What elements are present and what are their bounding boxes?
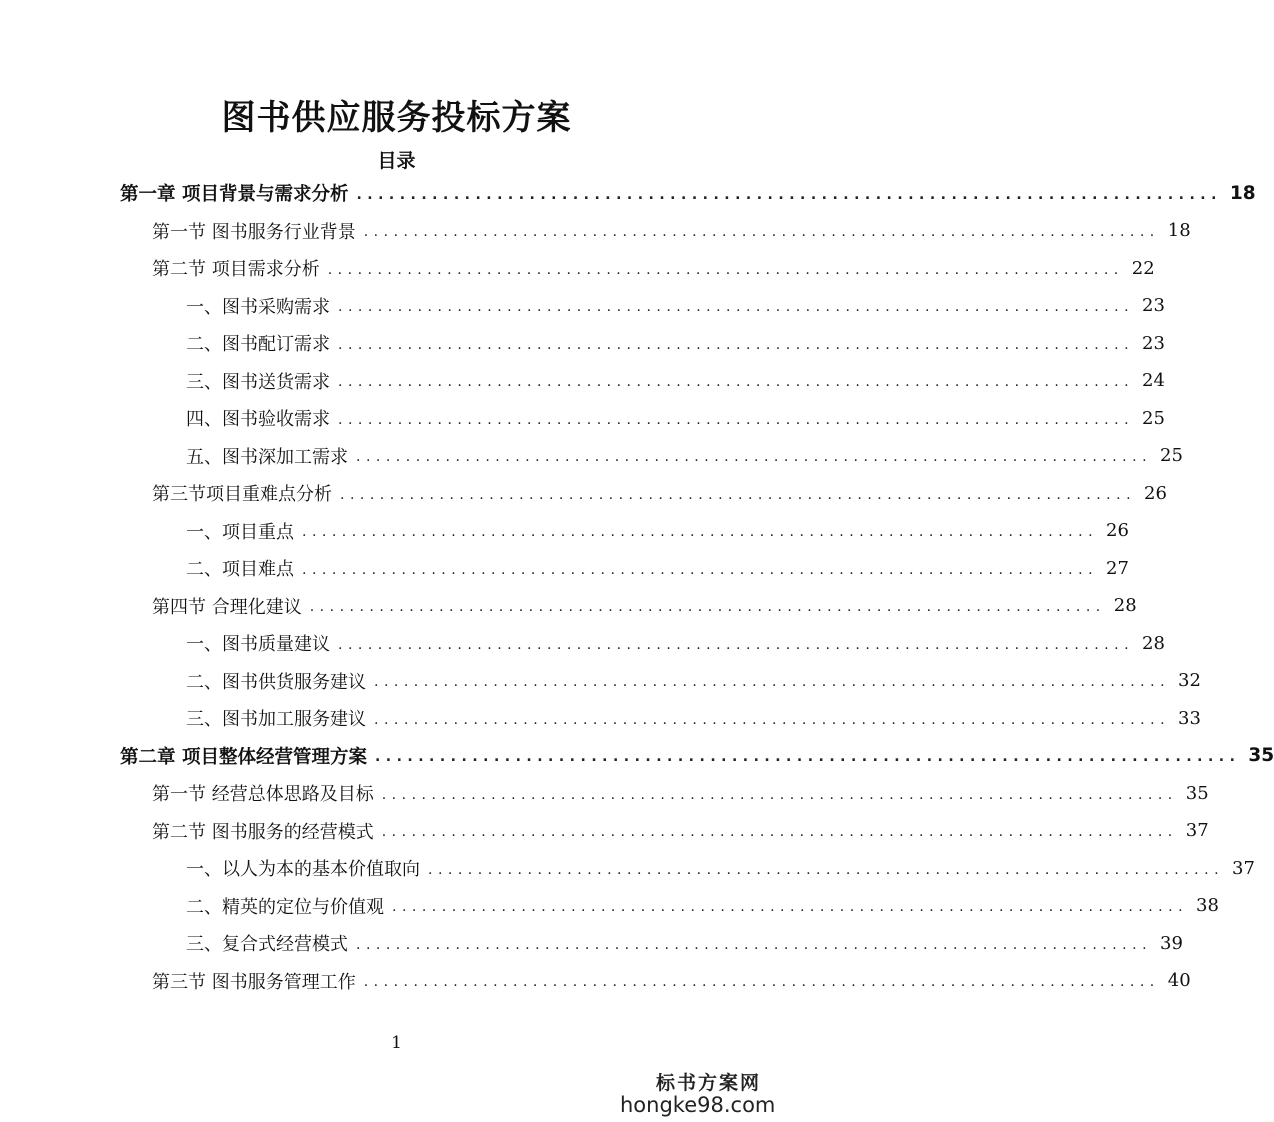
toc-entry[interactable]	[186, 550, 1129, 586]
toc-entry[interactable]	[152, 250, 1155, 286]
toc-entry-page: 24	[1142, 370, 1165, 391]
toc-entry-page: 25	[1160, 445, 1183, 466]
toc-entry-page: 33	[1178, 707, 1201, 729]
toc-entry-label: 第二节 项目需求分析	[152, 259, 320, 280]
toc-entry-label: 一、图书采购需求	[186, 296, 330, 318]
toc-entry-label: 一、项目重点	[186, 521, 294, 543]
toc-entry-page: 26	[1144, 482, 1167, 504]
toc-leader-dots: ................................................................................	[392, 899, 1189, 915]
page-number: 1	[391, 1033, 402, 1053]
toc-entry-label: 四、图书验收需求	[186, 409, 330, 430]
toc-entry[interactable]	[186, 925, 1183, 961]
toc-entry-page: 22	[1131, 257, 1155, 279]
toc-entry[interactable]	[120, 175, 1256, 211]
toc-entry-label: 二、精英的定位与价值观	[186, 896, 384, 918]
toc-entry[interactable]	[186, 700, 1201, 736]
toc-entry-page: 28	[1113, 595, 1137, 616]
toc-entry-page: 35	[1185, 782, 1209, 804]
toc-leader-dots: ................................................................................	[374, 674, 1171, 690]
toc-entry[interactable]	[152, 775, 1209, 811]
toc-leader-dots: ................................................................................	[327, 261, 1124, 278]
toc-entry[interactable]	[152, 813, 1209, 849]
toc-entry-page: 18	[1167, 220, 1191, 241]
toc-entry-label: 第二章 项目整体经营管理方案	[120, 746, 367, 768]
toc-entry-label: 二、项目难点	[186, 559, 294, 580]
toc-entry[interactable]	[186, 288, 1165, 324]
toc-entry-page: 26	[1106, 520, 1129, 541]
toc-leader-dots: ................................................................................	[338, 299, 1135, 315]
toc-leader-dots: ................................................................................	[338, 411, 1135, 428]
toc-entry[interactable]	[186, 513, 1129, 549]
toc-entry-page: 39	[1160, 932, 1183, 954]
toc-entry-label: 第一章 项目背景与需求分析	[120, 184, 349, 205]
watermark-text: 标书方案网	[656, 1072, 762, 1094]
toc-entry-label: 第二节 图书服务的经营模式	[152, 821, 374, 843]
toc-leader-dots: ................................................................................	[340, 486, 1137, 503]
toc-entry-label: 五、图书深加工需求	[186, 446, 348, 468]
toc-entry[interactable]	[186, 438, 1183, 474]
toc-entry-page: 37	[1232, 857, 1255, 879]
toc-entry-label: 第三节 图书服务管理工作	[152, 971, 356, 993]
toc-leader-dots: ................................................................................	[338, 636, 1135, 653]
toc-leader-dots: ................................................................................	[338, 374, 1135, 390]
toc-entry-page: 40	[1167, 970, 1191, 991]
toc-entry[interactable]	[186, 325, 1165, 361]
toc-entry-label: 第一节 图书服务行业背景	[152, 221, 356, 243]
toc-leader-dots: ................................................................................	[356, 186, 1222, 203]
toc-entry[interactable]	[186, 850, 1255, 886]
toc-entry[interactable]	[152, 963, 1191, 999]
toc-leader-dots: ................................................................................	[363, 974, 1160, 990]
toc-entry[interactable]	[120, 738, 1274, 774]
toc-entry-page: 38	[1196, 895, 1219, 916]
toc-entry-page: 25	[1142, 407, 1165, 429]
toc-entry-label: 三、图书送货需求	[186, 371, 330, 393]
toc-entry-page: 23	[1142, 295, 1165, 316]
toc-heading: 目录	[377, 150, 416, 172]
toc-leader-dots: ................................................................................	[363, 224, 1160, 240]
toc-entry-label: 三、图书加工服务建议	[186, 709, 366, 730]
toc-leader-dots: ................................................................................	[356, 936, 1153, 953]
toc-entry-page: 35	[1248, 745, 1274, 766]
toc-entry-label: 一、图书质量建议	[186, 634, 330, 655]
toc-entry-label: 三、复合式经营模式	[186, 934, 348, 955]
toc-entry[interactable]	[152, 588, 1137, 624]
toc-entry-page: 32	[1178, 670, 1201, 691]
toc-entry[interactable]	[152, 213, 1191, 249]
toc-leader-dots: ................................................................................	[302, 561, 1099, 578]
toc-entry[interactable]	[186, 363, 1165, 399]
toc-entry-page: 27	[1106, 557, 1129, 579]
toc-leader-dots: ................................................................................	[356, 449, 1153, 465]
toc-entry[interactable]	[186, 400, 1165, 436]
toc-entry[interactable]	[186, 888, 1219, 924]
toc-leader-dots: ................................................................................	[338, 336, 1135, 353]
toc-entry-label: 二、图书配订需求	[186, 334, 330, 355]
toc-entry-page: 37	[1185, 820, 1209, 841]
toc-leader-dots: ................................................................................	[428, 861, 1225, 878]
toc-entry-label: 第三节项目重难点分析	[152, 484, 332, 505]
toc-leader-dots: ................................................................................	[374, 711, 1171, 728]
toc-leader-dots: ................................................................................	[302, 524, 1099, 540]
toc-leader-dots: ................................................................................	[374, 749, 1241, 765]
toc-entry-label: 一、以人为本的基本价值取向	[186, 859, 420, 880]
toc-entry[interactable]	[186, 663, 1201, 699]
toc-leader-dots: ................................................................................	[381, 786, 1178, 803]
toc-entry-label: 二、图书供货服务建议	[186, 671, 366, 693]
toc-entry-page: 23	[1142, 332, 1165, 354]
toc-leader-dots: ................................................................................	[309, 599, 1106, 615]
page-title: 图书供应服务投标方案	[221, 98, 572, 138]
toc-entry[interactable]	[152, 475, 1167, 511]
watermark-url: hongke98.com	[620, 1093, 776, 1117]
toc-entry-page: 18	[1229, 182, 1256, 204]
toc-entry-label: 第四节 合理化建议	[152, 596, 302, 618]
toc-entry-label: 第一节 经营总体思路及目标	[152, 784, 374, 805]
toc-entry-page: 28	[1142, 632, 1165, 654]
toc-leader-dots: ................................................................................	[381, 824, 1178, 840]
toc-entry[interactable]	[186, 625, 1165, 661]
